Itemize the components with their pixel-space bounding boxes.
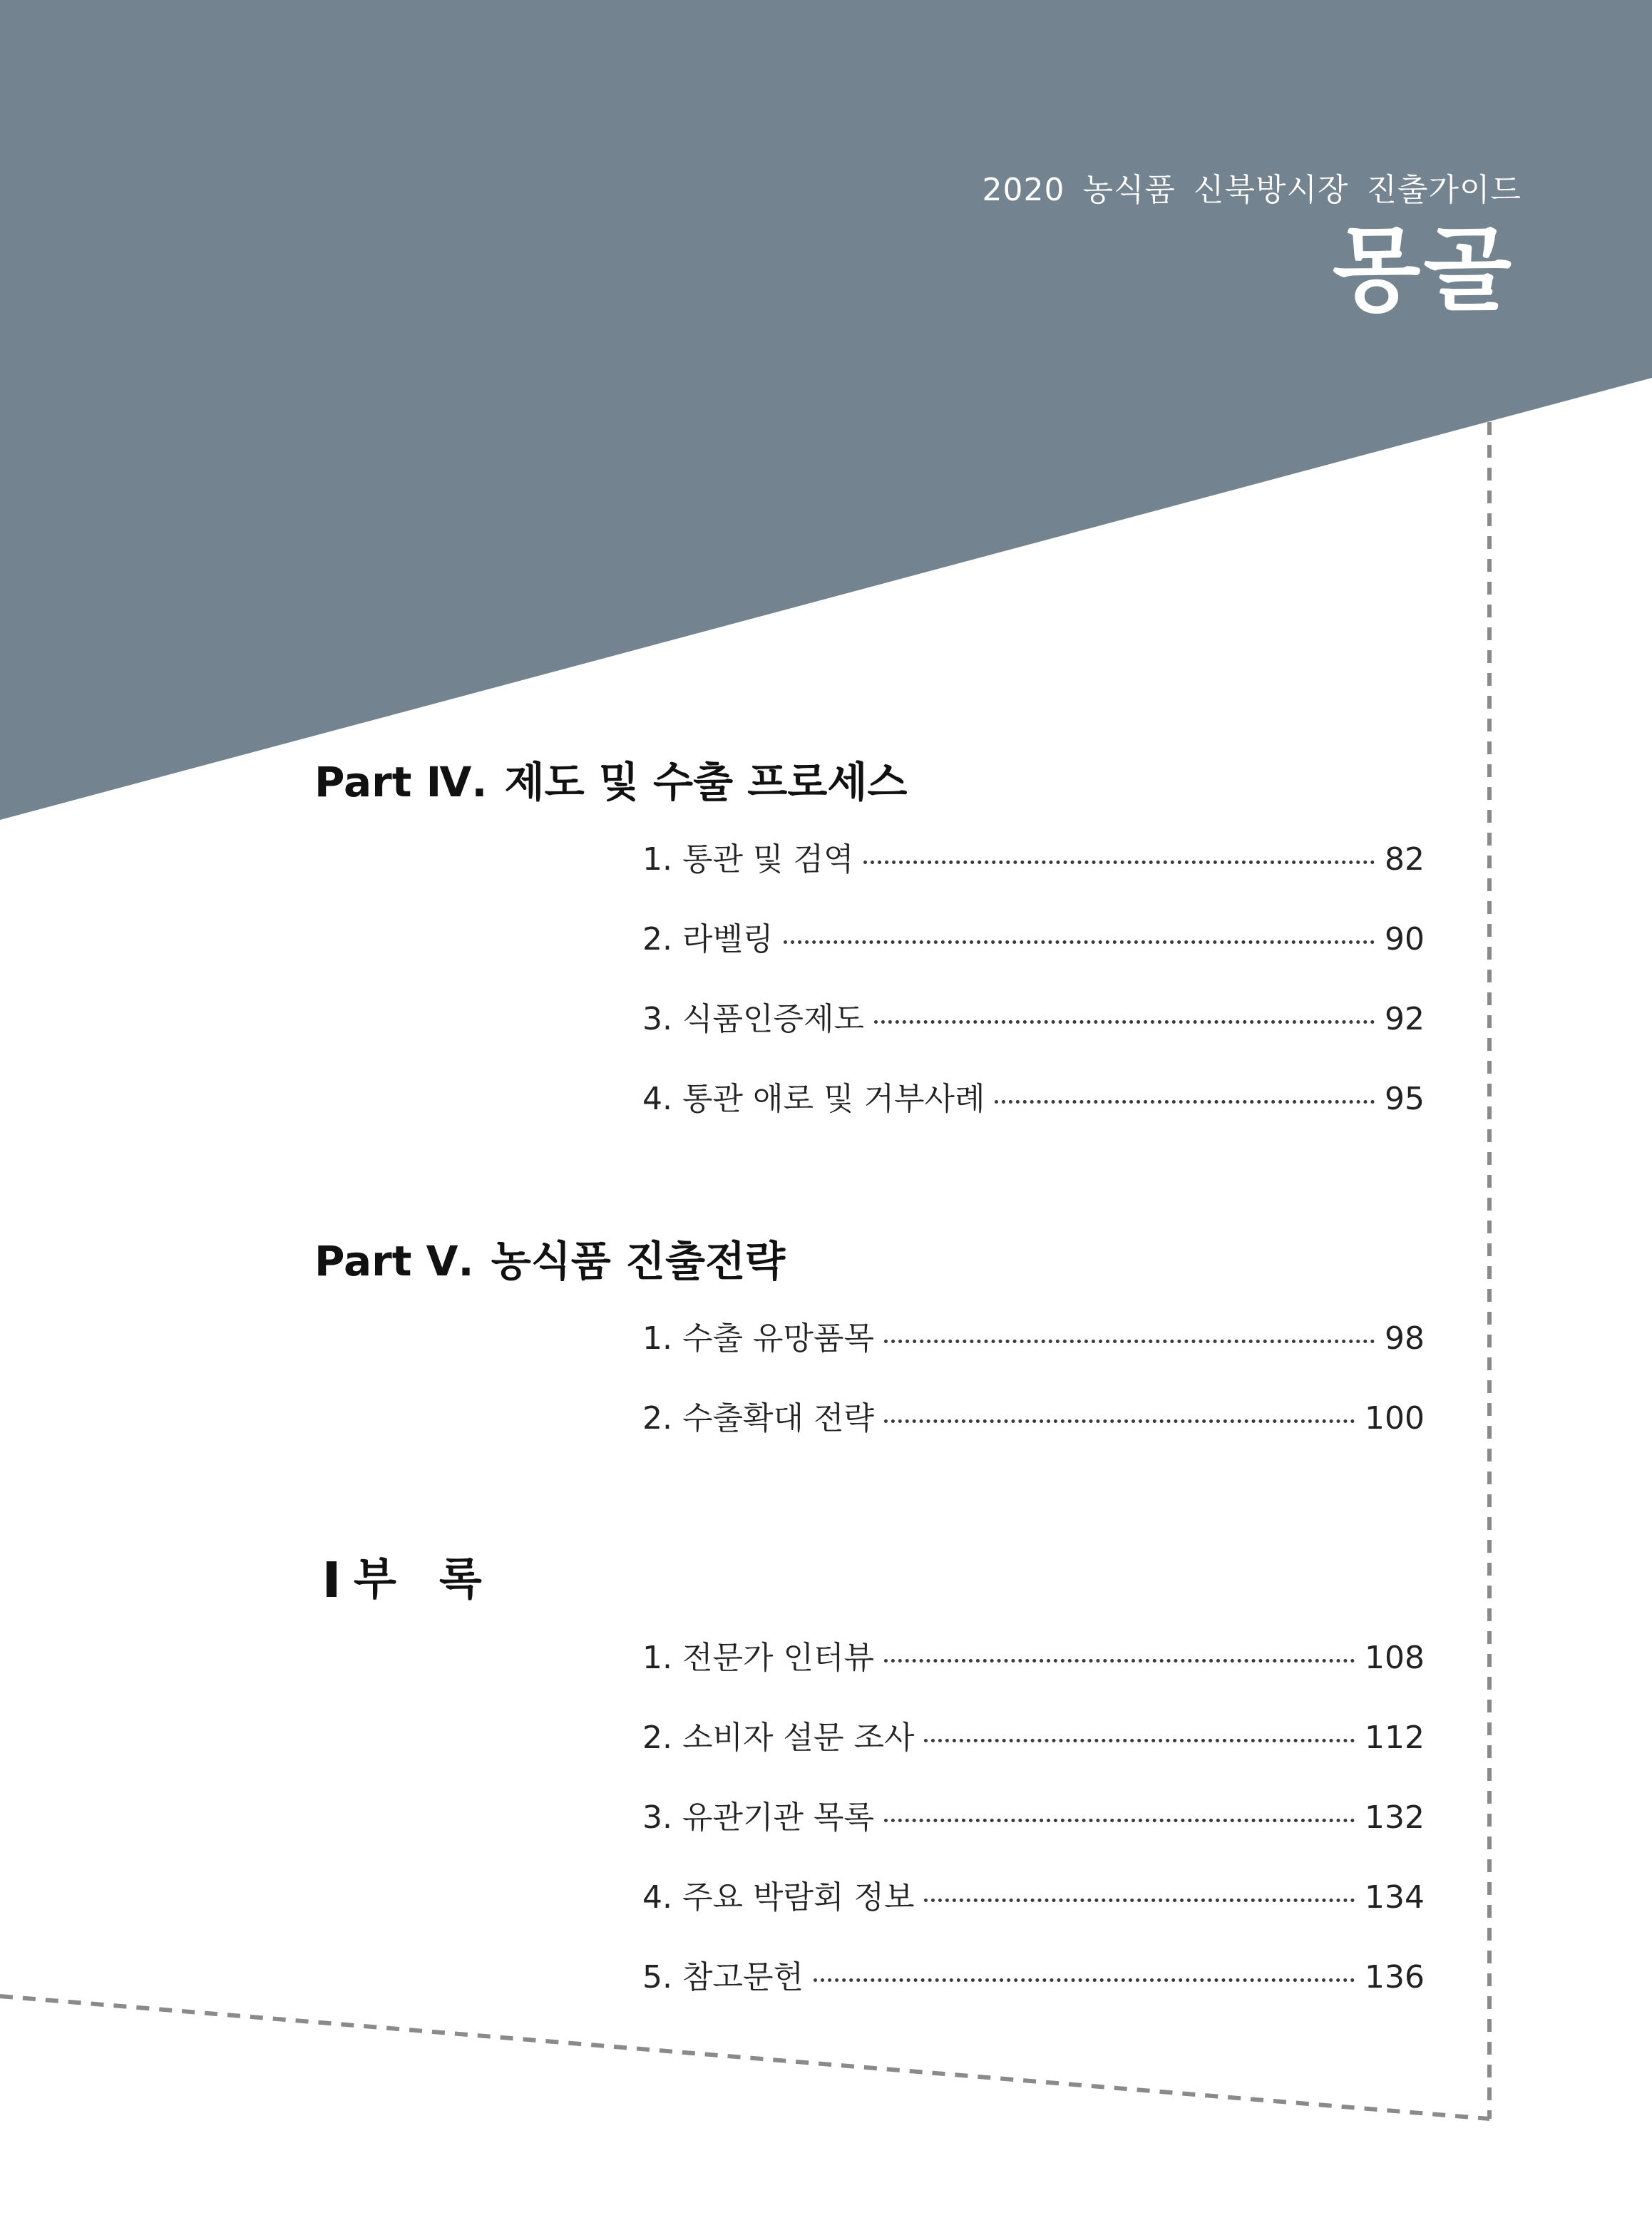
toc-entry-page: 82 [1385, 841, 1425, 878]
toc-dot-leader [995, 1100, 1375, 1104]
toc-dot-leader [884, 1819, 1355, 1822]
toc-entry-number: 4. [642, 1081, 672, 1117]
toc-entry-label: 소비자 설문 조사 [682, 1720, 915, 1756]
toc-entry-number: 1. [642, 1640, 672, 1676]
toc-dot-leader [884, 1659, 1355, 1663]
toc-entry-page: 90 [1385, 921, 1425, 957]
section-title: 부록 [354, 1553, 525, 1605]
toc-entry-label: 주요 박람회 정보 [682, 1879, 915, 1916]
toc-dot-leader [924, 1739, 1355, 1742]
toc-entry-page: 134 [1365, 1879, 1425, 1916]
section-heading-appendix [327, 1553, 525, 1605]
toc-entry-number: 3. [642, 1001, 672, 1037]
toc-entry-page: 112 [1365, 1720, 1425, 1756]
toc-dot-leader [884, 1340, 1375, 1343]
toc-entry[interactable] [642, 841, 1425, 878]
toc-entry[interactable] [642, 1879, 1425, 1916]
dashed-frame-bottom [0, 1996, 1489, 2119]
toc-entry-label: 라벨링 [682, 921, 774, 957]
guide-subtitle: 2020 농식품 신북방시장 진출가이드 [982, 172, 1522, 208]
toc-entry-number: 2. [642, 1720, 672, 1756]
toc-entry[interactable] [642, 1081, 1425, 1117]
toc-entry-label: 통관 애로 및 거부사례 [682, 1081, 985, 1117]
toc-entry-page: 132 [1365, 1799, 1425, 1836]
toc-entry-number: 2. [642, 1400, 672, 1437]
toc-entry-page: 100 [1365, 1400, 1425, 1437]
toc-dot-leader [874, 1020, 1375, 1024]
toc-entry[interactable] [642, 1400, 1425, 1437]
section-title: 농식품 진출전략 [491, 1237, 786, 1285]
toc-entry-page: 108 [1365, 1640, 1425, 1676]
toc-entry[interactable] [642, 1799, 1425, 1836]
toc-entry-number: 1. [642, 1320, 672, 1357]
toc-dot-leader [924, 1899, 1355, 1902]
toc-entry[interactable] [642, 1320, 1425, 1357]
toc-dot-leader [814, 1978, 1355, 1982]
section-heading-part-5 [314, 1237, 786, 1285]
toc-entry-label: 전문가 인터뷰 [682, 1640, 874, 1676]
toc-entry[interactable] [642, 1722, 1425, 1754]
section-number: Part Ⅴ. [314, 1237, 474, 1285]
toc-dot-leader [863, 860, 1375, 864]
toc-entry-label: 유관기관 목록 [682, 1799, 874, 1836]
toc-entry-page: 92 [1385, 1001, 1425, 1037]
toc-entry-number: 1. [642, 841, 672, 878]
section-number: Part Ⅳ. [314, 758, 488, 806]
toc-entry-number: 3. [642, 1799, 672, 1836]
toc-entry-number: 2. [642, 921, 672, 957]
toc-entry-page: 95 [1385, 1081, 1425, 1117]
toc-dot-leader [884, 1419, 1355, 1423]
toc-entry[interactable] [642, 1001, 1425, 1037]
toc-entry-page: 98 [1385, 1320, 1425, 1357]
toc-entry-number: 4. [642, 1879, 672, 1916]
toc-entry-label: 통관 및 검역 [682, 841, 854, 878]
toc-entry-label: 참고문헌 [682, 1959, 804, 1995]
toc-entry-number: 5. [642, 1959, 672, 1995]
header-banner [0, 0, 1652, 820]
toc-entry-label: 수출확대 전략 [682, 1400, 874, 1437]
section-title: 제도 및 수출 프로세스 [504, 758, 908, 806]
country-title: 몽골 [1332, 217, 1514, 324]
toc-dot-leader [784, 940, 1375, 944]
toc-entry[interactable] [642, 1959, 1425, 1995]
heading-bar-marker [327, 1561, 337, 1597]
toc-entry-label: 수출 유망품목 [682, 1320, 874, 1357]
toc-entry[interactable] [642, 921, 1425, 957]
toc-entry-page: 136 [1365, 1959, 1425, 1995]
toc-entry-label: 식품인증제도 [682, 1001, 865, 1037]
toc-entry[interactable] [642, 1640, 1425, 1676]
section-heading-part-4 [314, 758, 908, 806]
